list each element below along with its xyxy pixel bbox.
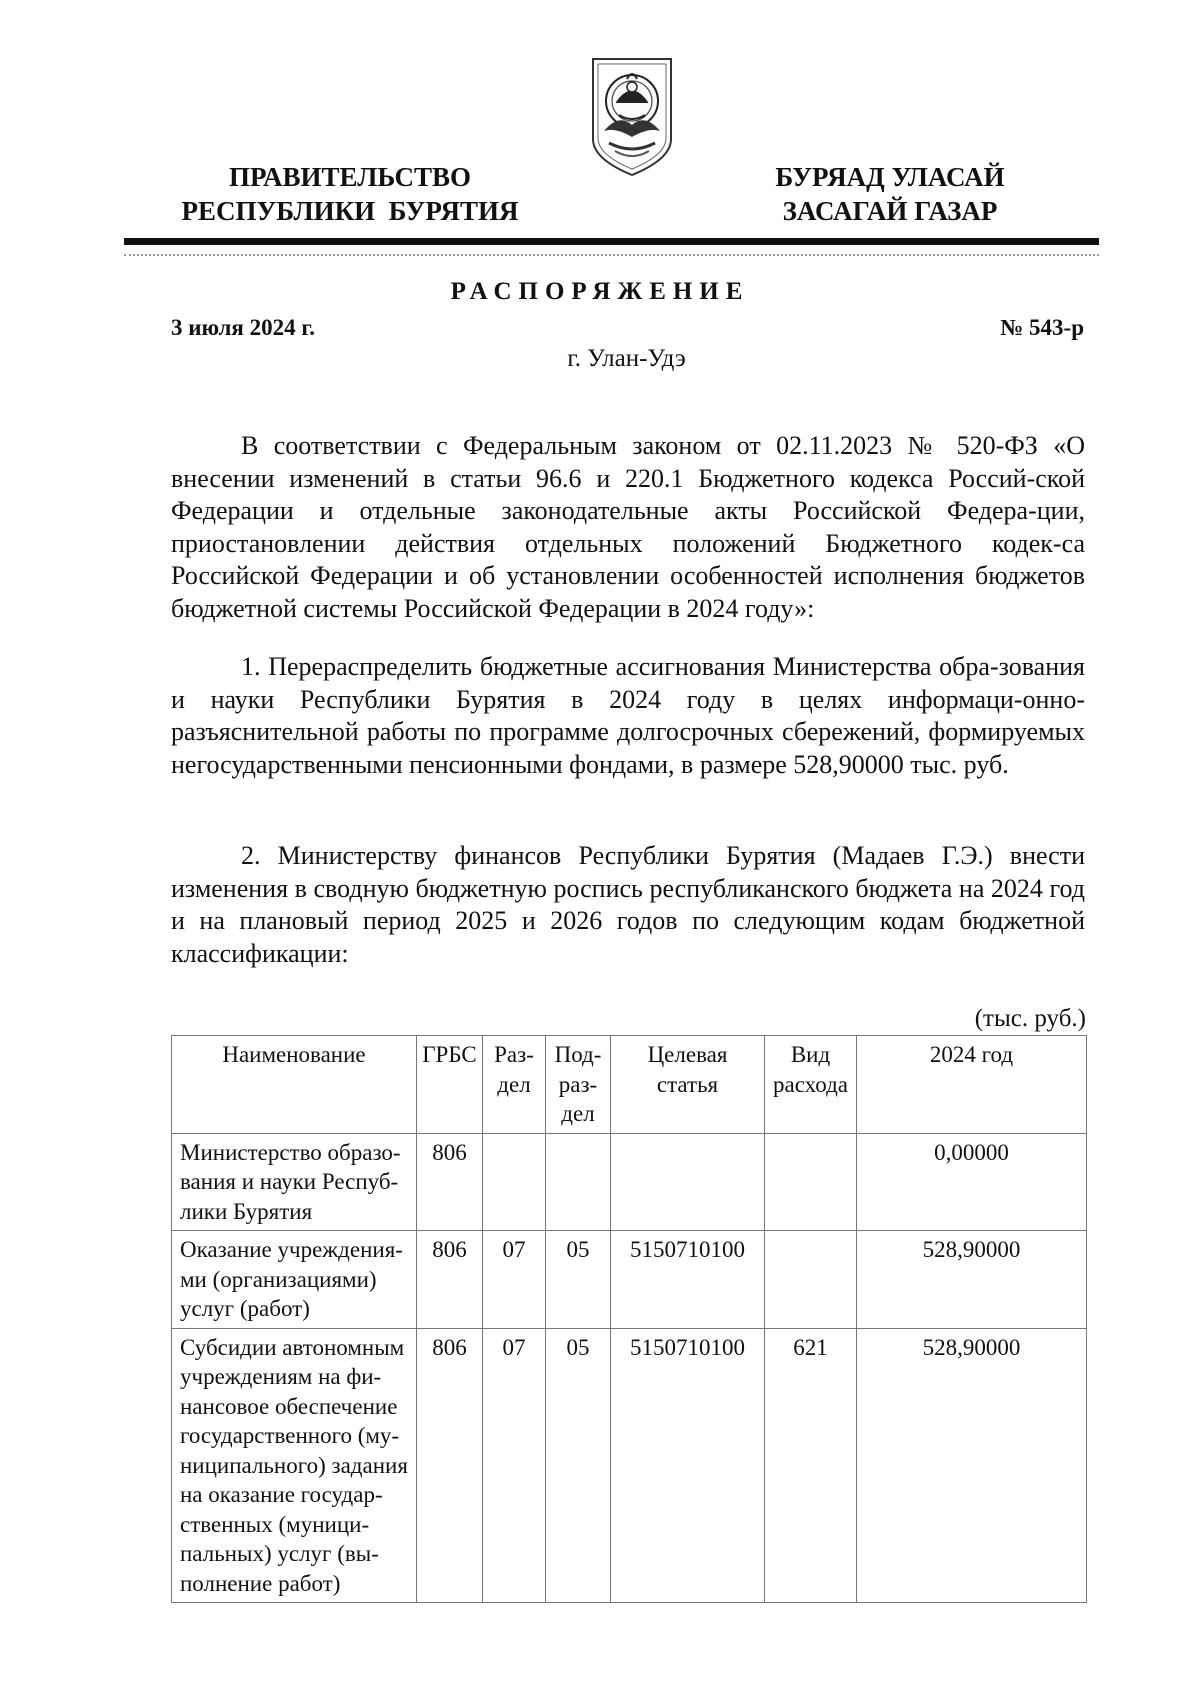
row-vid: 621 (765, 1328, 857, 1603)
table-row (172, 1133, 1087, 1231)
coat-of-arms-icon (589, 53, 675, 179)
row-article: 5150710100 (611, 1328, 765, 1603)
organization-line: РЕСПУБЛИКИ БУРЯТИЯ (181, 196, 519, 226)
organization-line: ПРАВИТЕЛЬСТВО (228, 162, 472, 192)
row-podrazdel (546, 1133, 611, 1231)
row-razdel (483, 1133, 546, 1231)
document-number: № 543-р (1000, 315, 1084, 340)
row-article: 5150710100 (611, 1231, 765, 1329)
row-razdel: 07 (483, 1328, 546, 1603)
document-city: г. Улан-Удэ (567, 345, 686, 372)
column-header-article: Целевая статья (611, 1036, 765, 1134)
row-year: 0,00000 (857, 1133, 1087, 1231)
column-header-vid: Вид расхода (765, 1036, 857, 1134)
row-name: Субсидии автономным учреждениям на фи- нансовое обеспечение государственного (му- ниципального) задания на оказание государ- ственных (муници- пальных) услуг (вы- полнение работ) (172, 1328, 417, 1603)
table-row (172, 1328, 1087, 1603)
table-row (172, 1231, 1087, 1329)
organization-name-russian (150, 160, 550, 228)
row-podrazdel: 05 (546, 1328, 611, 1603)
row-grbs: 806 (417, 1231, 483, 1329)
table-units: (тыс. руб.) (974, 1005, 1086, 1032)
organization-name-buryat (720, 160, 1060, 228)
row-vid (765, 1133, 857, 1231)
header-divider (124, 238, 1099, 245)
item-2-paragraph: 2. Министерству финансов Республики Бурятия (Мадаев Г.Э.) внести изменения в сводную бюджетную роспись республиканского бюджета на 2024 год и на плановый период 2025 и 2026 годов по следующим кодам бюджетной классификации: (171, 841, 1085, 968)
row-year: 528,90000 (857, 1328, 1087, 1603)
item-1-paragraph: 1. Перераспределить бюджетные ассигнования Министерства обра-зования и науки Республики Бурятия в 2024 году в целях информаци-онно-разъяснительной работы по программе долгосрочных сбережений, формируемых негосударственными пенсионными фондами, в размере 528,90000 тыс. руб. (171, 652, 1085, 779)
row-name: Оказание учреждения- ми (организациями) услуг (работ) (172, 1231, 417, 1329)
row-podrazdel: 05 (546, 1231, 611, 1329)
budget-table (171, 1035, 1087, 1603)
document-date: 3 июля 2024 г. (171, 315, 315, 340)
column-header-razdel: Раз- дел (483, 1036, 546, 1134)
row-grbs: 806 (417, 1328, 483, 1603)
document-type: РАСПОРЯЖЕНИЕ (450, 278, 750, 305)
row-grbs: 806 (417, 1133, 483, 1231)
organization-line: БУРЯАД УЛАСАЙ (775, 162, 1005, 192)
header-divider-dotted (124, 254, 1099, 256)
column-header-podrazdel: Под- раз- дел (546, 1036, 611, 1134)
row-razdel: 07 (483, 1231, 546, 1329)
column-header-year: 2024 год (857, 1036, 1087, 1134)
row-vid (765, 1231, 857, 1329)
column-header-grbs: ГРБС (417, 1036, 483, 1134)
table-header-row (172, 1036, 1087, 1134)
row-name: Министерство образо- вания и науки Респуб- лики Бурятия (172, 1133, 417, 1231)
preamble-paragraph: В соответствии с Федеральным законом от 02.11.2023 № 520-ФЗ «О внесении изменений в статьи 96.6 и 220.1 Бюджетного кодекса Россий-ской Федерации и отдельные законодательные акты Российской Федера-ции, приостановлении действия отдельных положений Бюджетного кодек-са Российской Федерации и об установлении особенностей исполнения бюджетов бюджетной системы Российской Федерации в 2024 году»: (171, 431, 1085, 623)
row-year: 528,90000 (857, 1231, 1087, 1329)
row-article (611, 1133, 765, 1231)
organization-line: ЗАСАГАЙ ГАЗАР (782, 196, 998, 226)
column-header-name: Наименование (172, 1036, 417, 1134)
